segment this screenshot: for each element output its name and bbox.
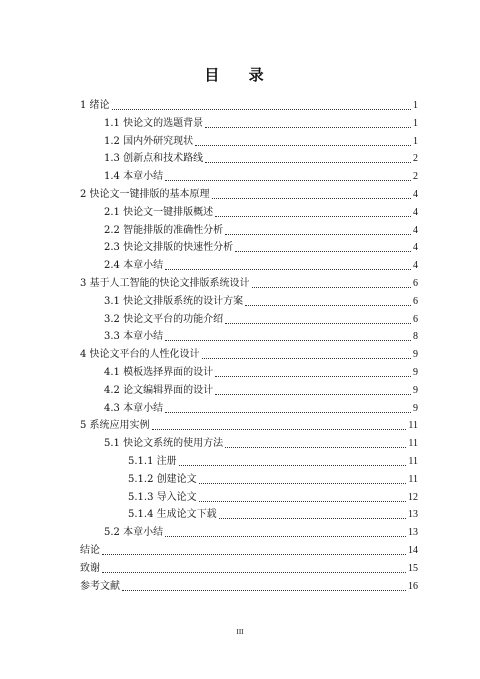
toc-entry-label: 3 基于人工智能的快论文排版系统设计	[80, 278, 250, 289]
toc-entry-label: 3.1 快论文排版系统的设计方案	[104, 295, 244, 307]
toc-leader-dots	[225, 322, 411, 324]
toc-entry-page: 12	[408, 491, 418, 503]
toc-entry	[80, 509, 418, 521]
toc-entry-page: 9	[413, 384, 418, 396]
toc-leader-dots	[152, 428, 407, 430]
toc-entry-page: 1	[413, 117, 418, 129]
toc-entry-page: 15	[408, 562, 418, 574]
toc-leader-dots	[179, 464, 407, 466]
toc-entry	[80, 100, 418, 112]
toc-entry	[80, 367, 418, 379]
toc-entry	[80, 545, 418, 557]
toc-entry-label: 5.1.4 生成论文下载	[128, 509, 217, 521]
toc-leader-dots	[225, 446, 406, 448]
toc-entry	[80, 420, 418, 432]
toc-leader-dots	[102, 571, 406, 573]
toc-title: 目 录	[204, 66, 276, 84]
toc-entry-page: 8	[413, 331, 418, 343]
toc-entry	[80, 581, 418, 593]
toc-entry-label: 5.1.1 注册	[128, 456, 177, 467]
toc-entry-label: 4.1 模板选择界面的设计	[104, 367, 214, 378]
toc-leader-dots	[235, 250, 411, 252]
toc-entry-label: 1.4 本章小结	[104, 171, 164, 183]
toc-leader-dots	[212, 197, 411, 199]
toc-entry-label: 2.4 本章小结	[104, 260, 164, 272]
toc-leader-dots	[112, 108, 411, 110]
toc-entry	[80, 242, 418, 254]
toc-entry-label: 2.2 智能排版的准确性分析	[104, 224, 224, 236]
toc-leader-dots	[165, 339, 411, 341]
toc-leader-dots	[165, 411, 411, 413]
toc-leader-dots	[215, 215, 411, 217]
toc-entry-label: 1.2 国内外研究现状	[104, 135, 194, 147]
toc-entry-label: 5 系统应用实例	[80, 420, 150, 432]
toc-entry-page: 9	[413, 349, 418, 361]
toc-entry-page: 4	[413, 206, 418, 218]
toc-entry-page: 9	[413, 367, 418, 378]
toc-entry-label: 参考文献	[80, 580, 120, 592]
toc-entry	[80, 171, 418, 183]
toc-entry-label: 4.3 本章小结	[104, 402, 164, 414]
toc-entry-page: 11	[408, 456, 418, 467]
toc-entry-label: 1.1 快论文的选题背景	[104, 117, 204, 129]
toc-leader-dots	[205, 161, 411, 163]
toc-entry-page: 2	[413, 171, 418, 183]
toc-entry	[80, 189, 418, 201]
toc-leader-dots	[102, 553, 406, 555]
toc-entry	[80, 314, 418, 326]
toc-leader-dots	[225, 233, 411, 235]
toc-entry	[80, 296, 418, 308]
toc-entry	[80, 260, 418, 272]
toc-entry-page: 9	[413, 402, 418, 414]
toc-leader-dots	[195, 144, 411, 146]
toc-entry-page: 11	[408, 438, 418, 450]
toc-entry	[80, 403, 418, 415]
toc-leader-dots	[205, 126, 411, 128]
toc-entry-label: 5.1.3 导入论文	[128, 491, 197, 503]
toc-entry-label: 2.1 快论文一键排版概述	[104, 206, 214, 218]
toc-entry-page: 4	[413, 242, 418, 254]
toc-entry-page: 14	[408, 545, 418, 556]
toc-entry	[80, 278, 418, 290]
toc-entry	[80, 225, 418, 237]
toc-entry	[80, 331, 418, 343]
toc-entry-page: 6	[413, 278, 418, 289]
toc-entry-label: 1.3 创新点和技术路线	[104, 153, 204, 165]
toc-entry	[80, 349, 418, 361]
toc-entry-label: 4.2 论文编辑界面的设计	[104, 384, 214, 396]
toc-leader-dots	[199, 500, 406, 502]
toc-entry-page: 4	[413, 224, 418, 236]
toc-entry	[80, 153, 418, 165]
toc-entry-label: 4 快论文平台的人性化设计	[80, 349, 200, 361]
toc-leader-dots	[165, 179, 411, 181]
toc-leader-dots	[202, 357, 411, 359]
toc-entry-page: 4	[413, 189, 418, 200]
toc-entry-page: 11	[408, 420, 418, 432]
toc-entry-label: 2.3 快论文排版的快速性分析	[104, 242, 234, 254]
toc-entry-label: 5.2 本章小结	[104, 527, 164, 539]
toc-entry-page: 4	[413, 260, 418, 272]
toc-leader-dots	[215, 393, 411, 395]
toc-entry	[80, 492, 418, 504]
toc-entry-page: 6	[413, 313, 418, 325]
toc-entry	[80, 136, 418, 148]
toc-entry-label: 2 快论文一键排版的基本原理	[80, 189, 210, 200]
toc-entry-label: 3.3 本章小结	[104, 331, 164, 343]
toc-leader-dots	[199, 482, 407, 484]
toc-entry-page: 13	[408, 509, 418, 521]
toc-entry-page: 2	[413, 153, 418, 165]
toc-leader-dots	[165, 268, 411, 270]
toc-entry	[80, 385, 418, 397]
page-number: III	[236, 628, 244, 636]
toc-entry-page: 16	[408, 580, 418, 592]
toc-leader-dots	[219, 517, 406, 519]
toc-entry-page: 11	[408, 473, 418, 485]
toc-entry-page: 1	[413, 100, 418, 111]
toc-entry	[80, 438, 418, 450]
toc-entry	[80, 563, 418, 575]
toc-entry	[80, 207, 418, 219]
toc-leader-dots	[245, 304, 411, 306]
toc-entry	[80, 456, 418, 468]
toc-entry	[80, 118, 418, 130]
toc-entry-label: 5.1.2 创建论文	[128, 473, 197, 485]
toc-entry-label: 致谢	[80, 562, 100, 574]
toc-entry-label: 5.1 快论文系统的使用方法	[104, 438, 224, 450]
toc-entry-label: 3.2 快论文平台的功能介绍	[104, 313, 224, 325]
toc-leader-dots	[215, 375, 411, 377]
toc-leader-dots	[122, 589, 406, 591]
toc-leader-dots	[165, 535, 406, 537]
toc-entry-page: 6	[413, 295, 418, 307]
toc-entry-page: 13	[408, 527, 418, 539]
toc-leader-dots	[252, 286, 411, 288]
toc-entry	[80, 527, 418, 539]
toc-entry-page: 1	[413, 135, 418, 147]
toc-entry	[80, 474, 418, 486]
toc-entry-label: 结论	[80, 545, 100, 556]
toc-entry-label: 1 绪论	[80, 100, 110, 111]
